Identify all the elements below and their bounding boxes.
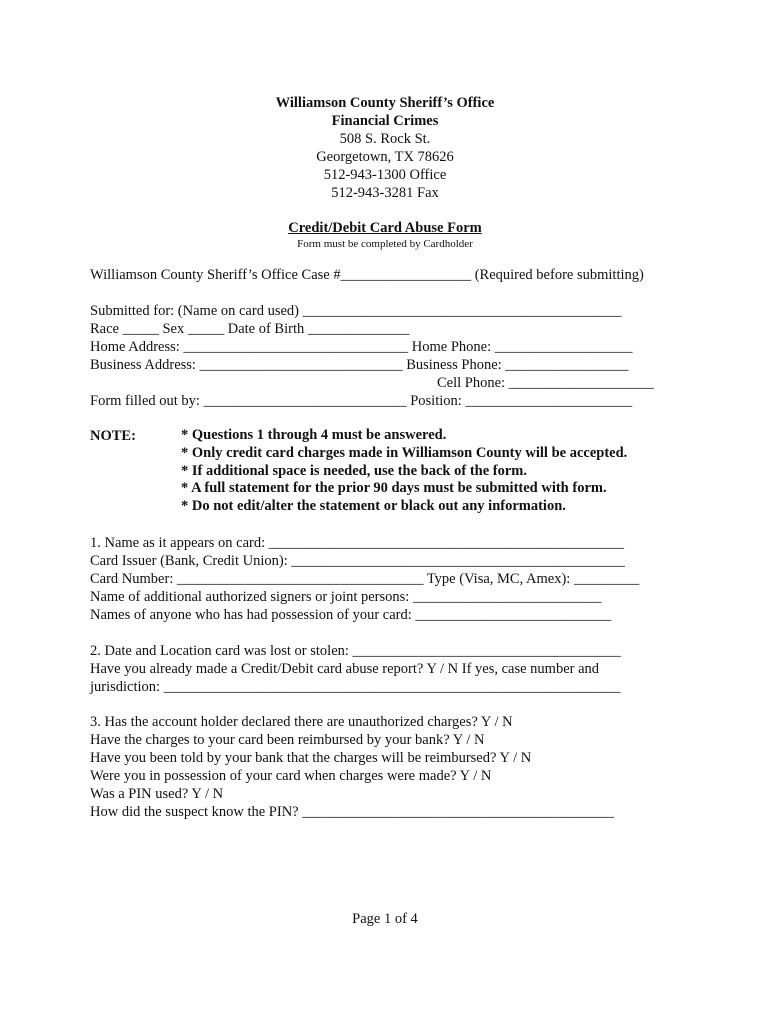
form-title: Credit/Debit Card Abuse Form	[288, 220, 482, 236]
case-number-line: Williamson County Sheriff’s Office Case #__________________ (Required before submitting)	[90, 267, 644, 283]
q3-pin-used-line: Was a PIN used? Y / N	[90, 786, 224, 802]
q3-possession-line: Were you in possession of your card when charges were made? Y / N	[90, 768, 492, 784]
office-fax: 512-943-3281 Fax	[331, 185, 439, 201]
note-item: * Do not edit/alter the statement or black out any information.	[181, 498, 566, 515]
q3-pin-known-line: How did the suspect know the PIN? ___________________________________________	[90, 804, 614, 820]
cell-phone-line	[437, 374, 654, 392]
q1-signers-line: Name of additional authorized signers or joint persons: __________________________	[90, 589, 602, 605]
submitted-for-line: Submitted for: (Name on card used) ____________________________________________	[90, 303, 622, 319]
home-address-line: Home Address: _______________________________ Home Phone: ___________________	[90, 339, 633, 355]
business-address-line: Business Address: ____________________________ Business Phone: _________________	[90, 357, 629, 373]
q1-card-issuer-line: Card Issuer (Bank, Credit Union): ______________________________________________	[90, 553, 625, 569]
office-name: Williamson County Sheriff’s Office	[275, 95, 495, 111]
street-address: 508 S. Rock St.	[339, 131, 431, 147]
race-sex-dob-line: Race _____ Sex _____ Date of Birth ______________	[90, 321, 410, 337]
q2-jurisdiction-line: jurisdiction: _______________________________________________________________	[90, 679, 621, 695]
form-subtitle: Form must be completed by Cardholder	[297, 238, 473, 250]
office-header	[0, 94, 770, 202]
page-number: Page 1 of 4	[352, 911, 418, 927]
division-name: Financial Crimes	[331, 113, 439, 129]
note-item: * A full statement for the prior 90 days must be submitted with form.	[181, 480, 607, 497]
q1-name-on-card-line: 1. Name as it appears on card: _________________________________________________	[90, 535, 625, 551]
q2-date-location-line: 2. Date and Location card was lost or stolen: _____________________________________	[90, 643, 621, 659]
q3-reimbursed-line: Have the charges to your card been reimbursed by your bank? Y / N	[90, 732, 485, 748]
filled-out-by-line: Form filled out by: ____________________________ Position: _______________________	[90, 393, 633, 409]
note-item: * If additional space is needed, use the back of the form.	[181, 462, 527, 479]
note-item: * Only credit card charges made in Williamson County will be accepted.	[181, 444, 628, 461]
note-list	[181, 427, 627, 516]
q3-unauthorized-line: 3. Has the account holder declared there are unauthorized charges? Y / N	[90, 714, 513, 730]
form-title-block	[0, 219, 770, 251]
note-item: * Questions 1 through 4 must be answered.	[181, 427, 447, 443]
city-address: Georgetown, TX 78626	[316, 149, 454, 165]
q2-prior-report-line: Have you already made a Credit/Debit card abuse report? Y / N If yes, case number and	[90, 661, 600, 677]
q1-card-number-line: Card Number: __________________________________ Type (Visa, MC, Amex): _________	[90, 571, 640, 587]
q1-possession-line: Names of anyone who has had possession of your card: ___________________________	[90, 607, 612, 623]
note-label: NOTE:	[90, 428, 136, 444]
q3-bank-told-line: Have you been told by your bank that the charges will be reimbursed? Y / N	[90, 750, 532, 766]
cell-phone-text: Cell Phone: ____________________	[437, 375, 654, 391]
office-phone: 512-943-1300 Office	[323, 167, 447, 183]
